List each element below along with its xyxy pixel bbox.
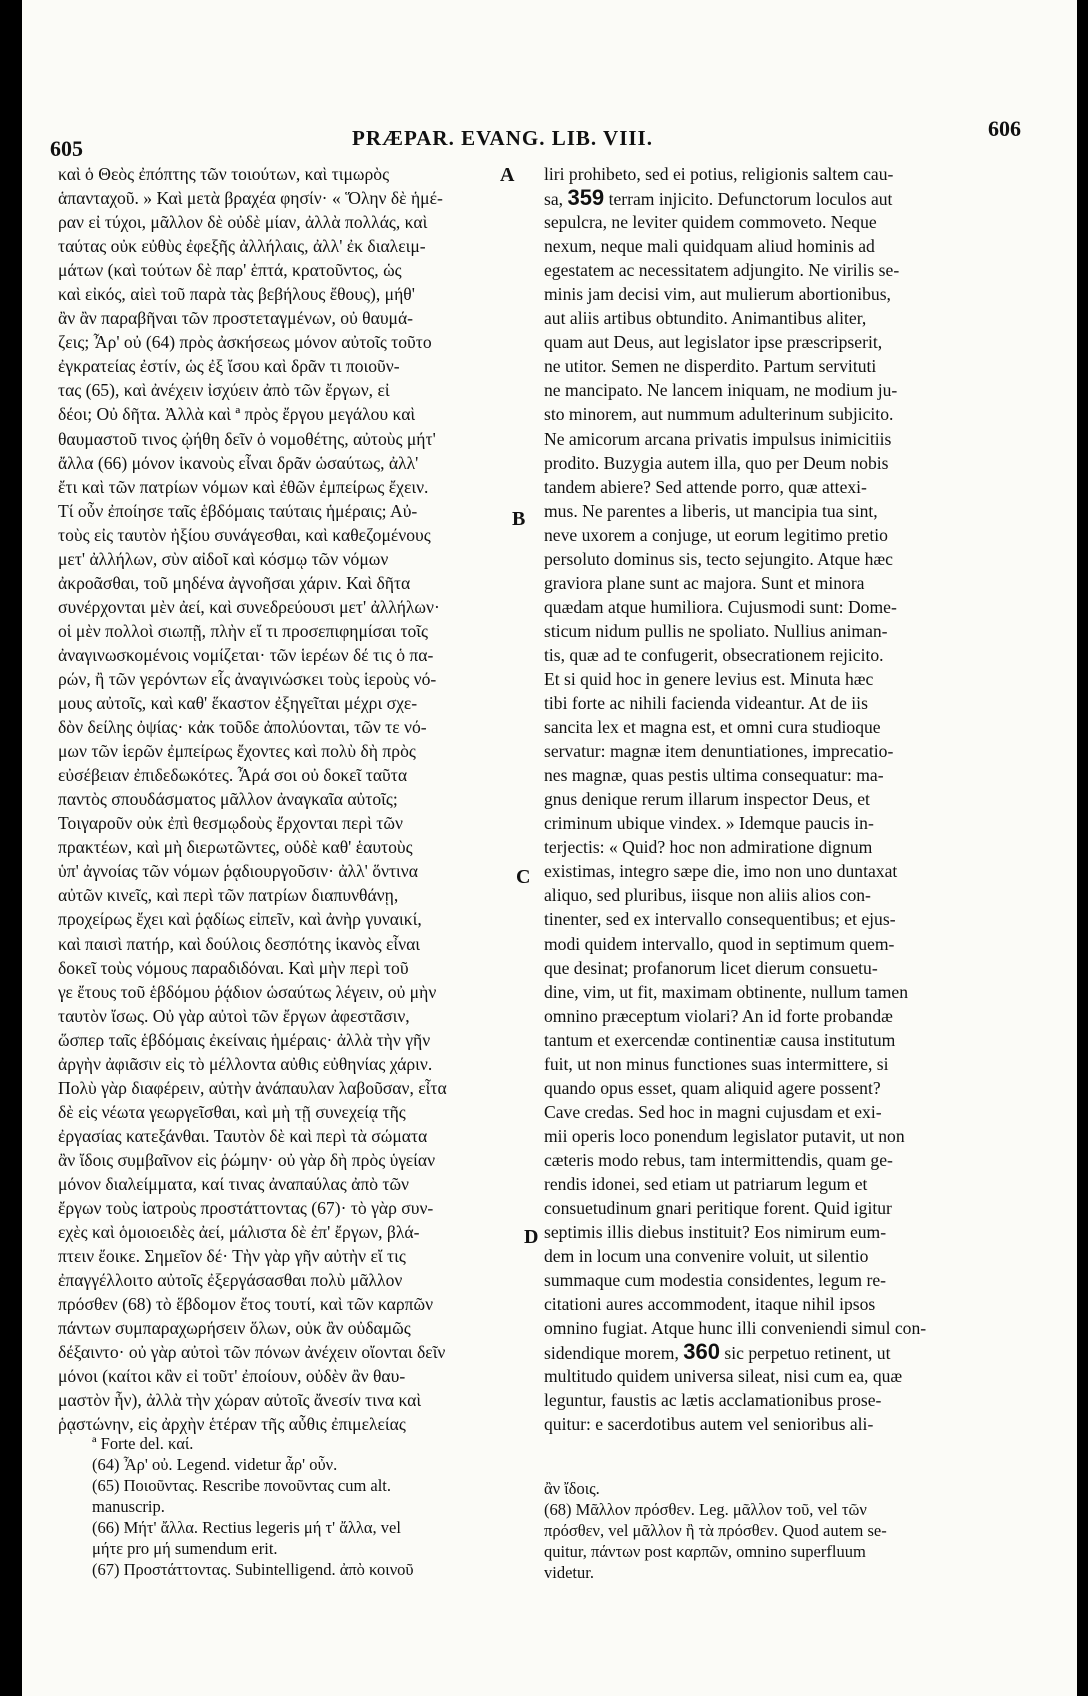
section-marker-d: D — [524, 1226, 539, 1248]
section-marker-b: B — [512, 508, 526, 530]
greek-text-line: πρόσθεν (68) τὸ ἕβδομον ἔτος τουτί, καὶ τῶν καρπῶν — [58, 1294, 434, 1315]
latin-text-line: quando opus esset, quam aliquid agere possent? — [544, 1077, 881, 1098]
greek-column — [58, 162, 516, 1436]
latin-text-line: servatur: magnæ item denuntiationes, imprecatio- — [544, 741, 894, 762]
latin-text-line: fuit, ut non minus functiones suas intermittere, si — [544, 1053, 889, 1074]
greek-text-line: πάντων συμπαραχωρήσειν ὅλων, οὐκ ἂν οὐδαμῶς — [58, 1318, 411, 1339]
greek-text-line: ἀργὴν ἀφιᾶσιν εἰς τὸ μέλλοντα αὐθις εὐθηνίας χάριν. — [58, 1053, 433, 1074]
section-marker-a: A — [500, 164, 515, 186]
scan-edge — [0, 0, 22, 1696]
greek-text-line: παντὸς σπουδάσματος μᾶλλον ἀναγκαῖα αὐτοῖς; — [58, 789, 398, 810]
latin-text-line: leguntur, faustis ac lætis acclamationibus prose- — [544, 1390, 882, 1411]
latin-text-line: omnino præceptum violari? An id forte probandæ — [544, 1005, 893, 1026]
footnote-line: quitur, πάντων post καρπῶν, omnino superfluum — [544, 1542, 866, 1561]
latin-text-line: summaque cum modestia considentes, legum re- — [544, 1270, 887, 1291]
footnote-line: (67) Προστάττοντας. Subintelligend. ἀπὸ κοινοῦ — [92, 1560, 414, 1579]
page-number-right: 606 — [988, 116, 1021, 141]
latin-text-line: aut aliis artibus obtundito. Animantibus aliter, — [544, 308, 867, 329]
greek-text-line: ῥᾳστώνην, εἰς ἀρχὴν ἑτέραν τῆς αὖθις ἐπιμελείας — [58, 1414, 406, 1435]
greek-text-line: ἂν ἂν παραβῆναι τῶν προστεταγμένων, οὐ θαυμά- — [58, 308, 414, 329]
greek-text-line: δὸν δείλης ὀψίας· κἀκ τοῦδε ἀπολύονται, τῶν τε νό- — [58, 717, 427, 738]
footnote-line: (68) Μᾶλλον πρόσθεν. Leg. μᾶλλον τοῦ, vel τῶν — [544, 1500, 867, 1519]
running-title: PRÆPAR. EVANG. LIB. VIII. — [352, 126, 653, 150]
book-page — [22, 0, 1077, 1696]
latin-text-line: que desinat; profanorum licet dierum consuetu- — [544, 957, 878, 978]
latin-text-line: sto minorem, aut nummum adulterinum subjicito. — [544, 404, 894, 425]
footnote-line: (66) Μήτ' ἄλλα. Rectius legeris μή τ' ἄλλα, vel — [92, 1518, 401, 1537]
latin-text-line: mus. Ne parentes a liberis, ut mancipia tua sint, — [544, 500, 878, 521]
latin-text-line: Et si quid hoc in genere levius est. Minuta hæc — [544, 668, 874, 689]
latin-text-line: dem in locum una convenire voluit, ut silentio — [544, 1246, 869, 1267]
greek-text-line: ὑπ' ἀγνοίας τῶν νόμων ῥᾳδιουργοῦσιν· ἀλλ' ὅντινα — [58, 861, 418, 882]
latin-text-line: sa, 359 terram injicito. Defunctorum loculos aut — [544, 186, 893, 211]
latin-text-line: nes magnæ, quas pestis ultima consequatur: ma- — [544, 765, 884, 786]
section-marker-c: C — [516, 866, 531, 888]
latin-text-line: liri prohibeto, sed ei potius, religionis saltem cau- — [544, 164, 894, 184]
greek-text-line: ἔτι καὶ τῶν πατρίων νόμων καὶ ἐθῶν ἐμπείρως ἔχειν. — [58, 476, 429, 497]
latin-text-line: sticum nidum pullis ne spoliato. Nullius animan- — [544, 620, 888, 641]
latin-text-line: egestatem ac necessitatem adjungito. Ne virilis se- — [544, 260, 900, 281]
footnotes-left — [92, 1433, 522, 1580]
greek-text-line: Πολὺ γὰρ διαφέρειν, αὐτὴν ἀνάπαυλαν λαβοῦσαν, εἶτα — [58, 1077, 447, 1098]
greek-text-line: οἱ μὲν πολλοὶ σιωπῇ, πλὴν εἴ τι προσεπιφημίσαι τοῖς — [58, 620, 429, 641]
footnote-line: πρόσθεν, vel μᾶλλον ἢ τὰ πρόσθεν. Quod autem se- — [544, 1521, 887, 1540]
greek-text-line: πρακτέων, καὶ μὴ διερωτῶντες, οὐδὲ καθ' ἑαυτοὺς — [58, 837, 413, 858]
latin-text-line: sancita lex et magna est, et omni cura studioque — [544, 717, 881, 738]
greek-text-line: ἐργασίας κατεξάνθαι. Ταυτὸν δὲ καὶ περὶ τὰ σώματα — [58, 1125, 428, 1146]
greek-text-line: ἔργων τοὺς ἰατροὺς προστάττοντας (67)· τὸ γὰρ συν- — [58, 1198, 434, 1219]
greek-text-line: ταύτας οὐκ εὐθὺς ἐφεξῆς ἀλλήλαις, ἀλλ' ἐκ διαλειμ- — [58, 236, 426, 257]
greek-text-line: Τί οὖν ἐποίησε ταῖς ἑβδόμαις ταύταις ἡμέραις; Αὐ- — [58, 500, 418, 521]
greek-text-line: εχὲς καὶ ὁμοιοειδὲς ἀεί, μάλιστα δὲ ἐπ' ἔργων, βλά- — [58, 1222, 420, 1243]
greek-text-line: αὐτῶν κινεῖς, καὶ περὶ τῶν πατρίων διαπυνθάνῃ, — [58, 885, 399, 906]
latin-text-line: septimis illis diebus instituit? Eos nimirum eum- — [544, 1222, 887, 1243]
greek-text-line: μάτων (καὶ τούτων δὲ παρ' ἑπτά, κρατοῦντος, ὡς — [58, 260, 402, 281]
greek-text-line: καὶ ὁ Θεὸς ἐπόπτης τῶν τοιούτων, καὶ τιμωρὸς — [58, 164, 390, 184]
greek-text-line: πτειν ἔοικε. Σημεῖον δέ· Τὴν γὰρ γῆν αὐτὴν εἴ τις — [58, 1246, 406, 1267]
greek-text-line: τας (65), καὶ ἀνέχειν ἰσχύειν ἀπὸ τῶν ἔργων, εἰ — [58, 380, 390, 401]
greek-text-line: θαυμαστοῦ τινος ᾠήθη δεῖν ὁ νομοθέτης, αὐτοὺς μήτ' — [58, 428, 436, 449]
latin-text-line: rendis idonei, sed etiam ut patriarum legum et — [544, 1173, 868, 1194]
greek-text-line: καὶ παισὶ πατήρ, καὶ δούλοις δεσπότης ἱκανὸς εἶναι — [58, 933, 421, 954]
greek-text-line: συνέρχονται μὲν ἀεί, καὶ συνεδρεύουσι μετ' ἀλλήλων· — [58, 596, 440, 617]
greek-text-line: δέοι; Οὐ δῆτα. Ἀλλὰ καὶ ª πρὸς ἔργου μεγάλου καὶ — [58, 404, 416, 425]
greek-text-line: ἀκροᾶσθαι, τοῦ μηδένα ἀγνοῆσαι χάριν. Καὶ δῆτα — [58, 572, 411, 593]
greek-text-line: δέξαιντο· οὐ γὰρ αὐτοὶ τῶν πόνων ἀνέχειν οἴονται δεῖν — [58, 1342, 446, 1363]
greek-text-line: ἂν ἴδοις συμβαῖνον εἰς ῥώμην· οὐ γὰρ δὴ πρὸς ὑγείαν — [58, 1149, 436, 1170]
latin-text-line: graviora plane sunt ac majora. Sunt et minora — [544, 572, 865, 593]
latin-text-line: persoluto dominus sis, tecto sejungito. Atque hæc — [544, 548, 893, 569]
latin-text-line: tis, quæ ad te confugerit, obsecrationem rejicito. — [544, 644, 884, 665]
latin-text-line: multitudo quidem universa sileat, nisi cum ea, quæ — [544, 1366, 903, 1387]
page-number-left: 605 — [50, 136, 83, 161]
greek-text-line: ζεις; Ἆρ' οὐ (64) πρὸς ἀσκήσεως μόνον αὐτοῖς τοῦτο — [58, 332, 432, 353]
greek-text-line: προχείρως ἔχει καὶ ῥᾳδίως εἰπεῖν, καὶ ἀνὴρ γυναικί, — [58, 909, 422, 930]
latin-text-line: tibi forte ac nihili facienda videantur. At de iis — [544, 693, 868, 714]
latin-text-line: tandem abiere? Sed attende porro, quæ attexi- — [544, 476, 867, 497]
greek-text-line: ρών, ἢ τῶν γερόντων εἷς ἀναγινώσκει τοὺς ἱεροὺς νό- — [58, 668, 437, 689]
footnote-line: videtur. — [544, 1563, 594, 1582]
latin-text-line: cæteris modo rebus, tam intermittendis, quam ge- — [544, 1149, 893, 1170]
latin-text-line: prodito. Buzygia autem illa, quo per Deum nobis — [544, 452, 889, 473]
latin-text-line: quædam atque humiliora. Cujusmodi sunt: Dome- — [544, 596, 897, 617]
greek-text-line: μετ' ἀλλήλων, σὺν αἰδοῖ καὶ κόσμῳ τῶν νόμων — [58, 548, 389, 569]
latin-text-line: sepulcra, ne leviter quidem commoveto. Neque — [544, 212, 877, 233]
footnotes-right — [544, 1478, 974, 1583]
greek-text-line: ἐπαγγέλλοιτο αὐτοῖς ἐξεργάσασθαι πολὺ μᾶλλον — [58, 1270, 403, 1291]
footnote-line: (64) Ἆρ' οὐ. Legend. videtur ἆρ' οὖν. — [92, 1455, 338, 1474]
greek-text-line: ταυτὸν ἴσως. Οὐ γὰρ αὐτοὶ τῶν ἔργων ἀφεστᾶσιν, — [58, 1005, 410, 1026]
greek-text-line: δοκεῖ τοὺς νόμους παραδιδόναι. Καὶ μὴν περὶ τοῦ — [58, 957, 409, 978]
greek-text-line: μόνον διαλείμματα, καί τινας ἀναπαύλας ἀπὸ τῶν — [58, 1173, 410, 1194]
latin-text-line: quam aut Deus, aut legislator ipse præscripserit, — [544, 332, 883, 353]
footnote-line: (65) Ποιοῦντας. Rescribe πονοῦντας cum alt. — [92, 1476, 392, 1495]
greek-text-line: μους αὐτοῖς, καὶ καθ' ἕκαστον ἐξηγεῖται μέχρι σχε- — [58, 693, 418, 714]
latin-text-line: consuetudinum gnari peritique forent. Quid igitur — [544, 1198, 892, 1219]
greek-text-line: μαστὸν ἦν), ἀλλὰ τὴν χώραν αὐτοῖς ἄνεσίν τινα καὶ — [58, 1390, 422, 1411]
latin-text-line: sidendique morem, 360 sic perpetuo retinent, ut — [544, 1340, 891, 1365]
greek-text-line: ἄλλα (66) μόνον ἱκανοὺς εἶναι δρᾶν ὡσαύτως, ἀλλ' — [58, 452, 419, 473]
footnote-line: ª Forte del. καί. — [92, 1434, 194, 1453]
greek-text-line: Τοιγαροῦν οὐκ ἐπὶ θεσμῳδοὺς ἔρχονται περὶ τῶν — [58, 813, 403, 834]
footnote-line: μήτε pro μή sumendum erit. — [92, 1539, 278, 1558]
greek-text-line: δὲ εἰς νέωτα γεωργεῖσθαι, καὶ μὴ τῇ συνεχείᾳ τῆς — [58, 1101, 406, 1122]
latin-text-line: existimas, integro sæpe die, imo non uno duntaxat — [544, 861, 898, 882]
greek-text-line: καὶ εἰκός, αἰεὶ τοῦ παρὰ τὰς βεβήλους ἔθους), μήθ' — [58, 284, 415, 305]
greek-text-line: ραν εἰ τύχοι, μᾶλλον δὲ οὐδὲ μίαν, ἀλλὰ πολλάς, καὶ — [58, 212, 428, 233]
latin-text-line: minis jam decisi vim, aut mulierum abortionibus, — [544, 284, 891, 305]
latin-text-line: quitur: e sacerdotibus autem vel senioribus ali- — [544, 1414, 874, 1435]
latin-text-line: terjectis: « Quid? hoc non admiratione dignum — [544, 837, 873, 858]
latin-text-line: tinenter, sed ex intervallo consequentibus; et ejus- — [544, 909, 896, 930]
latin-text-line: dine, vim, ut fit, maximam obtinente, nullum tamen — [544, 981, 909, 1002]
footnote-line: manuscrip. — [92, 1497, 165, 1516]
greek-text-line: ἀναγινωσκομένοις νομίζεται· τῶν ἱερέων δέ τις ὁ πα- — [58, 644, 434, 665]
greek-text-line: ὥσπερ ταῖς ἑβδόμαις ἐκείναις ἡμέραις· ἀλλὰ τὴν γῆν — [58, 1029, 431, 1050]
column-number: 359 — [567, 186, 605, 211]
latin-text-line: ne mancipato. Ne lancem iniquam, ne modium ju- — [544, 380, 898, 401]
latin-text-line: Ne amicorum arcana privatis impulsus inimicitiis — [544, 428, 892, 449]
greek-text-line: ἐγκρατείας ἐστίν, ὡς ἐξ ἴσου καὶ δρᾶν τι ποιοῦν- — [58, 356, 400, 377]
column-number: 360 — [683, 1340, 720, 1365]
footnote-line: ἂν ἴδοις. — [544, 1479, 600, 1498]
latin-text-line: nexum, neque mali quidquam aliud hominis ad — [544, 236, 875, 257]
latin-column — [544, 162, 979, 1436]
latin-text-line: omnino fugiat. Atque hunc illi conveniendi simul con- — [544, 1318, 927, 1339]
latin-text-line: tantum et exercendæ continentiæ causa institutum — [544, 1029, 896, 1050]
greek-text-line: ἁπανταχοῦ. » Καὶ μετὰ βραχέα φησίν· « Ὅλην δὲ ἡμέ- — [58, 188, 443, 209]
latin-text-line: gnus denique rerum illarum inspector Deus, et — [544, 789, 870, 810]
greek-text-line: γε ἔτους τοῦ ἑβδόμου ῥᾴδιον ὡσαύτως λέγειν, οὐ μὴν — [58, 981, 437, 1002]
latin-text-line: aliquo, sed pluribus, iisque non aliis alios con- — [544, 885, 871, 906]
latin-text-line: ne utitor. Semen ne disperdito. Partum servituti — [544, 356, 877, 377]
greek-text-line: εὐσέβειαν ἐπιδεδωκότες. Ἆρά σοι οὐ δοκεῖ ταῦτα — [58, 765, 408, 786]
greek-text-line: μων τῶν ἱερῶν ἐμπείρως ἔχοντες καὶ πολὺ δὴ πρὸς — [58, 741, 416, 762]
latin-text-line: criminum ubique vindex. » Idemque paucis in- — [544, 813, 874, 834]
greek-text-line: τοὺς εἰς ταυτὸν ἠξίου συνάγεσθαι, καὶ καθεζομένους — [58, 524, 431, 545]
latin-text-line: mii operis loco ponendum legislator putavit, ut non — [544, 1125, 905, 1146]
latin-text-line: neve uxorem a conjuge, ut eorum legitimo pretio — [544, 524, 888, 545]
latin-text-line: modi quidem intervallo, quod in septimum quem- — [544, 933, 895, 954]
greek-text-line: μόνοι (καίτοι κἂν εἰ τοῦτ' ἐποίουν, οὐδὲν ἂν θαυ- — [58, 1366, 406, 1387]
latin-text-line: citationi aures accommodent, itaque nihil ipsos — [544, 1294, 876, 1315]
latin-text-line: Cave credas. Sed hoc in magni cujusdam et exi- — [544, 1101, 882, 1122]
